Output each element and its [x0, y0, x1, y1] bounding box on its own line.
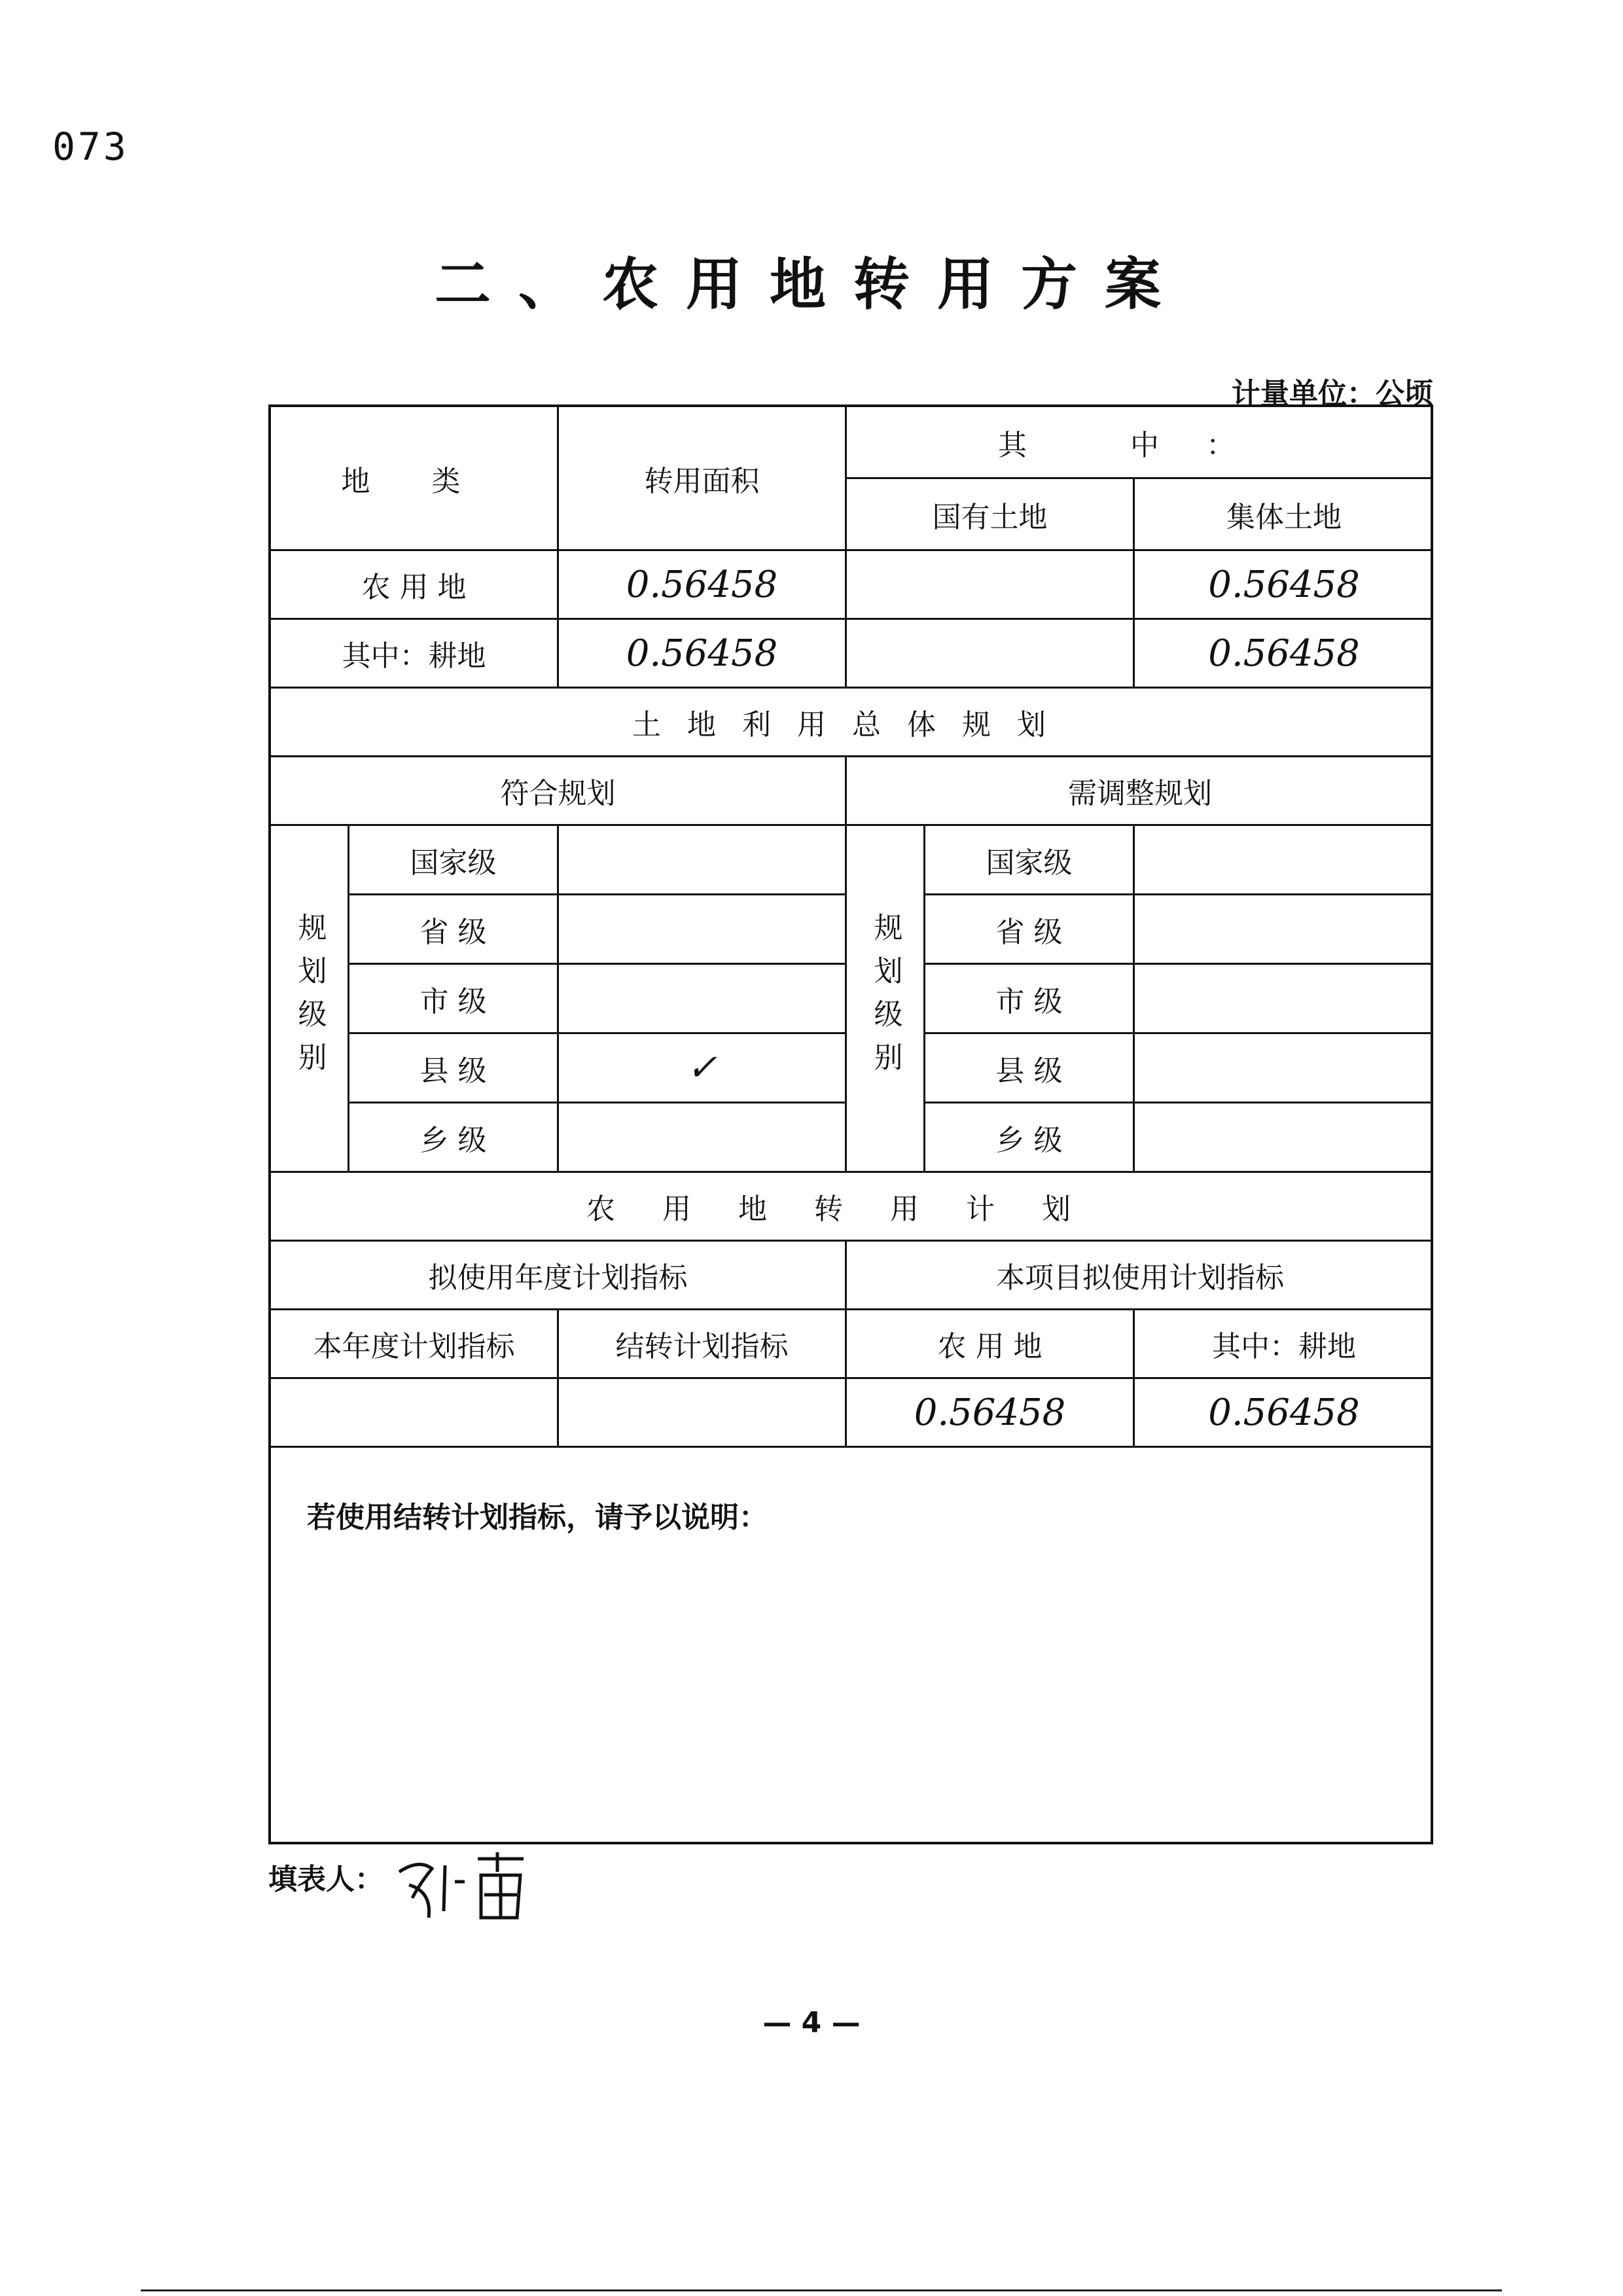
- project-use-header: 本项目拟使用计划指标: [847, 1242, 1433, 1310]
- comply-mark-township: [559, 1103, 847, 1173]
- adjust-mark-national: [1135, 826, 1433, 895]
- row-cultivated-area: 0.56458: [559, 620, 847, 689]
- comply-level-county: 县 级: [349, 1034, 559, 1103]
- adjust-mark-city: [1135, 965, 1433, 1034]
- filler-label: 填表人：: [268, 1863, 383, 1896]
- row-cultivated-state: [847, 620, 1135, 689]
- row-cultivated-collective: 0.56458: [1135, 620, 1433, 689]
- comply-mark-national: [559, 826, 847, 895]
- comply-level-province: 省 级: [349, 895, 559, 965]
- adjust-level-national: 国家级: [925, 826, 1135, 895]
- this-year-value: [271, 1379, 559, 1448]
- comply-mark-city: [559, 965, 847, 1034]
- comply-level-national: 国家级: [349, 826, 559, 895]
- adjust-level-city: 市 级: [925, 965, 1135, 1034]
- carry-over-value: [559, 1379, 847, 1448]
- note-area: 若使用结转计划指标，请予以说明：: [307, 1501, 768, 1534]
- cultivated-value: 0.56458: [1135, 1379, 1433, 1448]
- bottom-rule: [141, 2289, 1502, 2291]
- adjust-plan-header: 需调整规划: [847, 757, 1433, 826]
- comply-level-township: 乡 级: [349, 1103, 559, 1173]
- comply-mark-province: [559, 895, 847, 965]
- farmland-header: 农 用 地: [847, 1310, 1135, 1379]
- header-among: 其 中：: [847, 407, 1433, 479]
- comply-level-label: 规划级别: [271, 826, 349, 1173]
- planning-section-title: 土地利用总体规划: [271, 689, 1433, 757]
- handwritten-signature: [393, 1846, 537, 1931]
- plan-section-title: 农用地转用计划: [271, 1173, 1433, 1242]
- adjust-level-province: 省 级: [925, 895, 1135, 965]
- page-title: 二、农用地转用方案: [435, 252, 1188, 317]
- carry-over-header: 结转计划指标: [559, 1310, 847, 1379]
- farmland-value: 0.56458: [847, 1379, 1135, 1448]
- comply-mark-county: ✓: [559, 1034, 847, 1103]
- header-collective-land: 集体土地: [1135, 479, 1433, 551]
- adjust-mark-township: [1135, 1103, 1433, 1173]
- conversion-form: [268, 404, 1433, 1844]
- adjust-level-label: 规划级别: [847, 826, 925, 1173]
- adjust-mark-province: [1135, 895, 1433, 965]
- this-year-header: 本年度计划指标: [271, 1310, 559, 1379]
- header-area: 转用面积: [559, 407, 847, 551]
- page-number-top: 073: [52, 124, 129, 169]
- row-farmland-area: 0.56458: [559, 551, 847, 620]
- row-farmland-label: 农 用 地: [271, 551, 559, 620]
- intended-use-header: 拟使用年度计划指标: [271, 1242, 847, 1310]
- footer-page-number: — 4 —: [762, 2006, 861, 2039]
- measurement-unit: 计量单位：公顷: [1232, 377, 1433, 410]
- comply-plan-header: 符合规划: [271, 757, 847, 826]
- adjust-mark-county: [1135, 1034, 1433, 1103]
- adjust-level-township: 乡 级: [925, 1103, 1135, 1173]
- row-cultivated-label: 其中：耕地: [271, 620, 559, 689]
- row-farmland-collective: 0.56458: [1135, 551, 1433, 620]
- cultivated-header: 其中：耕地: [1135, 1310, 1433, 1379]
- comply-level-city: 市 级: [349, 965, 559, 1034]
- header-land-type: 地 类: [271, 407, 559, 551]
- adjust-level-county: 县 级: [925, 1034, 1135, 1103]
- header-state-land: 国有土地: [847, 479, 1135, 551]
- row-farmland-state: [847, 551, 1135, 620]
